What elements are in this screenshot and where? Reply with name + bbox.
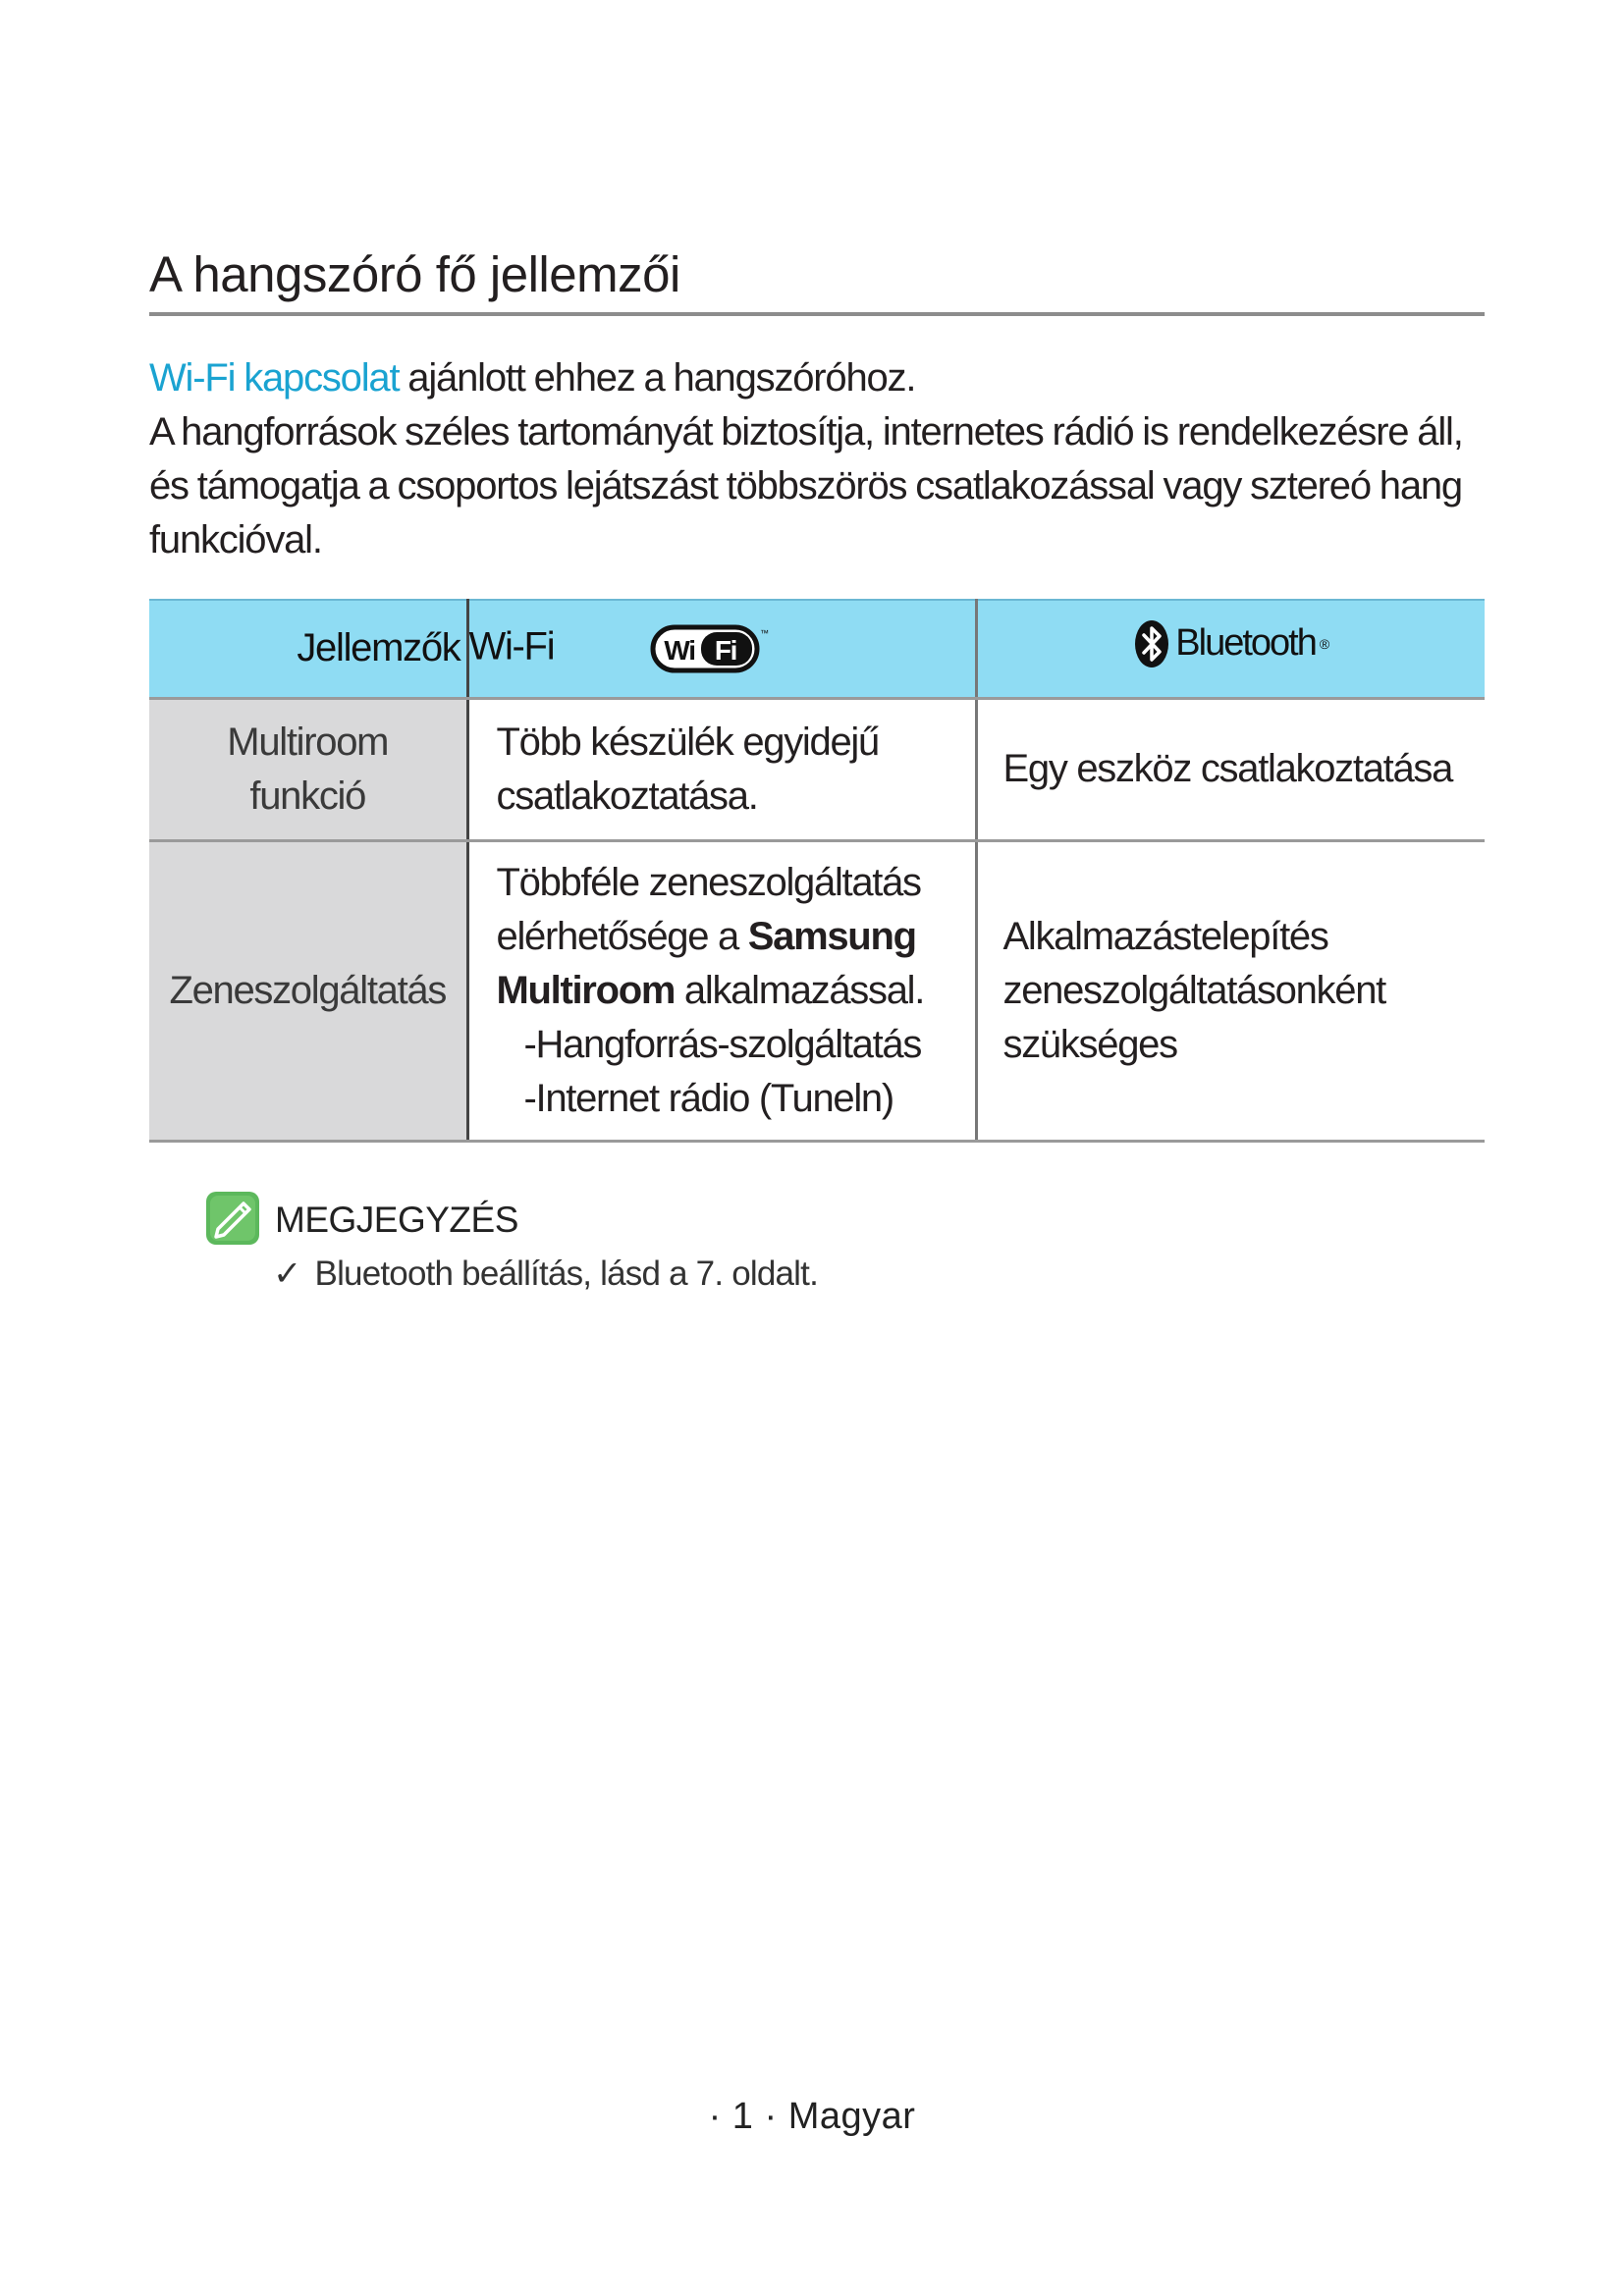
intro-text	[149, 351, 1494, 567]
note-item-text: Bluetooth beállítás, lásd a 7. oldalt.	[314, 1255, 818, 1293]
cell-line	[497, 910, 975, 964]
check-icon: ✓	[273, 1255, 301, 1293]
intro-line1	[149, 351, 1494, 405]
note-title: MEGJEGYZÉS	[275, 1200, 518, 1240]
table-row	[149, 698, 1485, 840]
cell-line: szükséges	[1002, 1022, 1177, 1066]
cell-line: Több készülék egyidejű	[496, 720, 879, 764]
note-item	[273, 1255, 818, 1294]
header-wifi	[467, 600, 976, 698]
cell-sub-item: -Hangforrás-szolgáltatás	[523, 1022, 922, 1066]
cell-line: zeneszolgáltatásonként	[1002, 968, 1385, 1012]
page-title: A hangszóró fő jellemzői	[149, 246, 680, 302]
bluetooth-icon	[1134, 619, 1169, 668]
registered-mark: ®	[1319, 635, 1328, 652]
wifi-logo-icon	[650, 624, 768, 673]
bluetooth-logo	[1134, 619, 1327, 668]
header-features	[149, 600, 467, 698]
intro-accent: Wi-Fi kapcsolat	[149, 356, 400, 400]
cell-bt-multiroom: Egy eszköz csatlakoztatása	[976, 698, 1485, 840]
cell-wifi-music	[467, 840, 976, 1141]
cell-bold-text: Samsung	[747, 914, 916, 958]
svg-text:Wi: Wi	[664, 634, 695, 666]
cell-line: Alkalmazástelepítés	[1002, 914, 1328, 958]
svg-text:™: ™	[760, 627, 768, 638]
features-table	[149, 599, 1485, 1143]
cell-bt-music	[976, 840, 1485, 1141]
intro-line1-rest: ajánlott ehhez a hangszóróhoz.	[399, 356, 916, 400]
cell-bold-text: Multiroom	[496, 968, 676, 1012]
header-bluetooth	[976, 600, 1485, 698]
row-label-multiroom	[149, 698, 467, 840]
row-label-line: funkció	[249, 774, 366, 818]
row-label-music: Zeneszolgáltatás	[149, 840, 467, 1141]
note-pencil-icon	[204, 1190, 261, 1247]
svg-text:Fi: Fi	[714, 634, 737, 666]
page-footer: · 1 · Magyar	[708, 2096, 916, 2137]
cell-line: Többféle zeneszolgáltatás	[496, 860, 921, 904]
header-bluetooth-label: Bluetooth	[1175, 622, 1316, 665]
header-wifi-label: Wi-Fi	[468, 624, 555, 668]
cell-text: alkalmazással.	[675, 968, 925, 1012]
cell-line: csatlakoztatása.	[496, 774, 758, 818]
cell-sub-item: -Internet rádio (Tuneln)	[523, 1076, 893, 1120]
cell-text: elérhetősége a	[496, 914, 748, 958]
title-divider	[149, 312, 1485, 316]
table-row	[149, 840, 1485, 1141]
header-features-label: Jellemzők	[297, 626, 460, 670]
cell-line	[497, 964, 975, 1018]
cell-wifi-multiroom	[467, 698, 976, 840]
row-label-line: Multiroom	[227, 720, 389, 764]
intro-paragraph: A hangforrások széles tartományát biztosítja, internetes rádió is rendelkezésre áll, és támogatja a csoportos lejátszást többszörös csatlakozással vagy sztereó hang funkcióval.	[149, 410, 1463, 561]
table-header-row	[149, 600, 1485, 698]
